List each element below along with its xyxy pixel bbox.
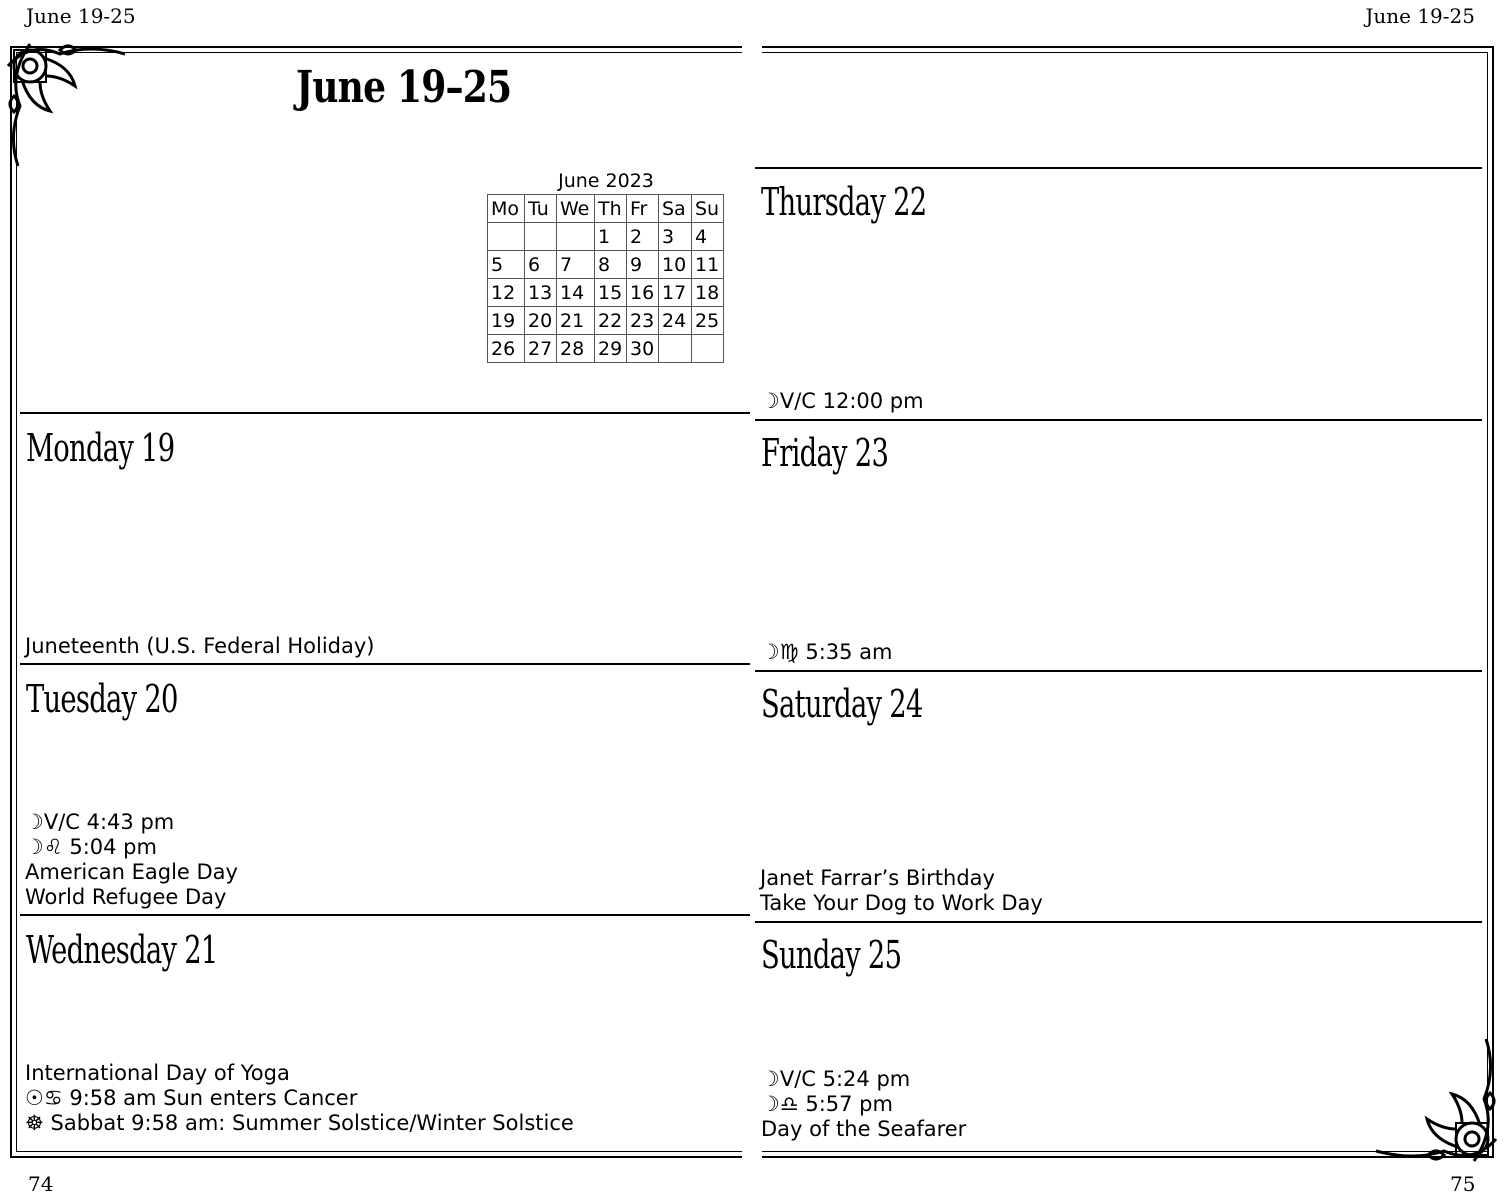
day-divider [20,914,750,916]
mini-calendar-cell: 21 [557,307,595,335]
mini-calendar-week [488,279,724,307]
mini-calendar-cell: 8 [595,251,627,279]
mini-calendar-cell: 19 [488,307,525,335]
mini-calendar-week [488,223,724,251]
mini-calendar-cell: 13 [525,279,557,307]
mini-calendar-cell: 16 [627,279,659,307]
week-title: June 19–25 [296,62,512,113]
corner-ornament-bottom-right [1372,1034,1504,1169]
day-title-saturday: Saturday 24 [761,682,923,726]
mini-calendar-week [488,251,724,279]
day-note: ☽♌ 5:04 pm [25,835,157,859]
day-note: Janet Farrar’s Birthday [760,866,995,890]
mini-calendar-header: Mo [488,195,525,223]
corner-ornament-top-left [0,36,130,171]
day-note: Juneteenth (U.S. Federal Holiday) [25,634,375,658]
mini-calendar-cell: 14 [557,279,595,307]
mini-calendar-cell: 7 [557,251,595,279]
mini-calendar-header: Sa [659,195,692,223]
running-head-right: June 19-25 [1365,4,1475,28]
mini-calendar-header: We [557,195,595,223]
mini-calendar-cell [692,335,724,363]
day-title-thursday: Thursday 22 [761,180,927,224]
mini-calendar-cell: 11 [692,251,724,279]
day-divider [755,167,1482,169]
mini-calendar-cell: 25 [692,307,724,335]
mini-calendar-cell [525,223,557,251]
mini-calendar-cell: 10 [659,251,692,279]
day-divider [755,921,1482,923]
mini-calendar-cell: 12 [488,279,525,307]
day-note: ☉♋ 9:58 am Sun enters Cancer [25,1086,358,1110]
mini-calendar-cell: 1 [595,223,627,251]
day-note: ☽V/C 4:43 pm [25,810,175,834]
mini-calendar-cell: 20 [525,307,557,335]
mini-calendar [487,194,724,363]
mini-calendar-cell: 26 [488,335,525,363]
mini-calendar-cell: 5 [488,251,525,279]
mini-calendar-cell: 29 [595,335,627,363]
mini-calendar-cell: 15 [595,279,627,307]
day-note: ☸ Sabbat 9:58 am: Summer Solstice/Winter Solstice [25,1111,574,1135]
mini-calendar-cell: 2 [627,223,659,251]
day-note: ☽♎ 5:57 pm [761,1092,893,1116]
mini-calendar-cell [557,223,595,251]
day-title-tuesday: Tuesday 20 [26,677,178,721]
mini-calendar-header: Su [692,195,724,223]
day-divider [20,663,750,665]
day-note: Take Your Dog to Work Day [760,891,1043,915]
day-title-sunday: Sunday 25 [761,933,902,977]
day-note: Day of the Seafarer [761,1117,967,1141]
day-divider [755,419,1482,421]
mini-calendar-header: Tu [525,195,557,223]
mini-calendar-header-row [488,195,724,223]
day-note: World Refugee Day [25,885,227,909]
mini-calendar-cell: 17 [659,279,692,307]
page-number-left: 74 [28,1172,54,1196]
page-number-right: 75 [1450,1172,1476,1196]
day-divider [755,670,1482,672]
day-title-monday: Monday 19 [26,426,175,470]
day-note: ☽V/C 12:00 pm [761,389,924,413]
running-head-left: June 19-25 [26,4,136,28]
mini-calendar-cell: 23 [627,307,659,335]
mini-calendar-cell: 18 [692,279,724,307]
mini-calendar-header: Th [595,195,627,223]
mini-calendar-week [488,307,724,335]
mini-calendar-cell: 30 [627,335,659,363]
mini-calendar-week [488,335,724,363]
day-title-friday: Friday 23 [761,431,889,475]
day-note: ☽♍ 5:35 am [761,640,893,664]
day-divider [20,412,750,414]
day-note: ☽V/C 5:24 pm [761,1067,911,1091]
mini-calendar-header: Fr [627,195,659,223]
day-title-wednesday: Wednesday 21 [26,928,218,972]
mini-calendar-cell: 4 [692,223,724,251]
mini-calendar-title: June 2023 [558,170,654,192]
mini-calendar-cell: 3 [659,223,692,251]
mini-calendar-cell: 9 [627,251,659,279]
mini-calendar-cell: 27 [525,335,557,363]
day-note: American Eagle Day [25,860,238,884]
mini-calendar-cell: 24 [659,307,692,335]
mini-calendar-cell: 6 [525,251,557,279]
mini-calendar-cell: 22 [595,307,627,335]
mini-calendar-cell: 28 [557,335,595,363]
mini-calendar-cell [659,335,692,363]
mini-calendar-cell [488,223,525,251]
day-note: International Day of Yoga [25,1061,290,1085]
